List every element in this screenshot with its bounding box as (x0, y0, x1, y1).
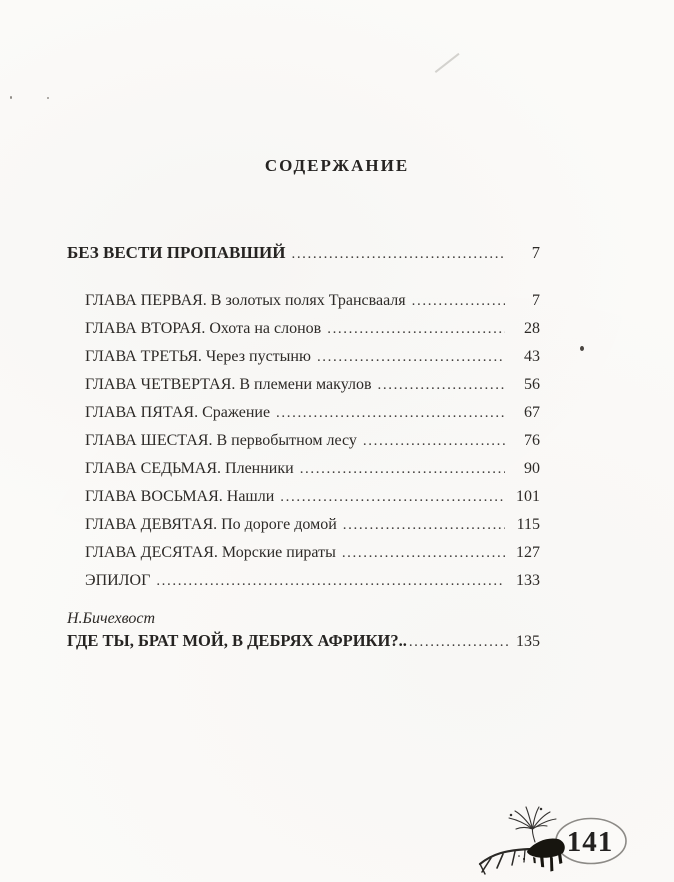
toc-section-row (67, 243, 540, 264)
toc-entry-page: 28 (524, 320, 540, 337)
toc-section-label: БЕЗ ВЕСТИ ПРОПАВШИЙ (67, 243, 286, 262)
palm-frond-sketch (509, 807, 556, 842)
appendix-title-row (67, 629, 540, 654)
toc-entry-page: 76 (524, 432, 540, 449)
dot-leader (336, 539, 505, 567)
dot-leader (311, 343, 505, 371)
appendix-author: Н.Бичехвост (67, 610, 156, 627)
dot-leader (406, 287, 505, 315)
paper-speck (580, 346, 584, 351)
toc-entry-page: 67 (524, 404, 540, 421)
toc-entry (67, 315, 540, 343)
appendix-entry (67, 609, 540, 654)
toc-entry-label: ГЛАВА ВТОРАЯ. Охота на слонов (85, 320, 322, 337)
branch-illustration (478, 804, 636, 880)
toc-section-page: 7 (531, 243, 540, 262)
toc-entry (67, 511, 540, 539)
paper-scratch (435, 53, 460, 73)
toc-entry-page: 101 (516, 488, 540, 505)
dot-leader (294, 455, 505, 483)
page-number: 141 (566, 826, 614, 858)
appendix-title-label: ГДЕ ТЫ, БРАТ МОЙ, В ДЕБРЯХ АФРИКИ?.. (67, 631, 407, 650)
dot-leader (321, 315, 505, 343)
toc-entry-label: ГЛАВА ШЕСТАЯ. В первобытном лесу (85, 432, 357, 449)
toc-entry (67, 567, 540, 595)
toc-entry-label: ГЛАВА СЕДЬМАЯ. Пленники (85, 460, 294, 477)
toc-entry-label: ГЛАВА ПЕРВАЯ. В золотых полях Трансвааля (85, 292, 406, 309)
toc-entry (67, 427, 540, 455)
toc-entry-page: 90 (524, 460, 540, 477)
dot-leader (337, 511, 505, 539)
dot-leader (274, 483, 505, 511)
dot-leader (407, 629, 510, 654)
dot-leader (372, 371, 505, 399)
toc-entry-label: ГЛАВА ТРЕТЬЯ. Через пустыню (85, 348, 311, 365)
toc-entry-label: ГЛАВА ДЕВЯТАЯ. По дороге домой (85, 516, 337, 533)
dot-leader (150, 567, 505, 595)
toc-entry (67, 455, 540, 483)
table-of-contents (67, 243, 540, 654)
toc-entry-page: 7 (532, 292, 540, 309)
toc-entry (67, 287, 540, 315)
toc-entry-label: ГЛАВА ВОСЬМАЯ. Нашли (85, 488, 275, 505)
toc-entry-label: ГЛАВА ЧЕТВЕРТАЯ. В племени макулов (85, 376, 372, 393)
toc-entry (67, 483, 540, 511)
dot-leader (285, 243, 505, 264)
toc-entry (67, 399, 540, 427)
toc-entry (67, 343, 540, 371)
toc-entry-page: 115 (516, 516, 540, 533)
toc-entry-page: 43 (524, 348, 540, 365)
chapter-list (67, 287, 540, 595)
toc-entry (67, 539, 540, 567)
toc-entry-label: ЭПИЛОГ (85, 572, 151, 589)
toc-entry-label: ГЛАВА ПЯТАЯ. Сражение (85, 404, 271, 421)
toc-entry-page: 56 (524, 376, 540, 393)
paper-speck (10, 96, 12, 99)
toc-entry-page: 127 (516, 544, 540, 561)
appendix-page: 135 (516, 633, 540, 650)
paper-speck (47, 97, 49, 99)
page-title: СОДЕРЖАНИЕ (264, 156, 410, 175)
toc-entry-page: 133 (516, 572, 540, 589)
dot-leader (270, 399, 505, 427)
toc-entry (67, 371, 540, 399)
toc-entry-label: ГЛАВА ДЕСЯТАЯ. Морские пираты (85, 544, 336, 561)
dot-leader (357, 427, 505, 455)
